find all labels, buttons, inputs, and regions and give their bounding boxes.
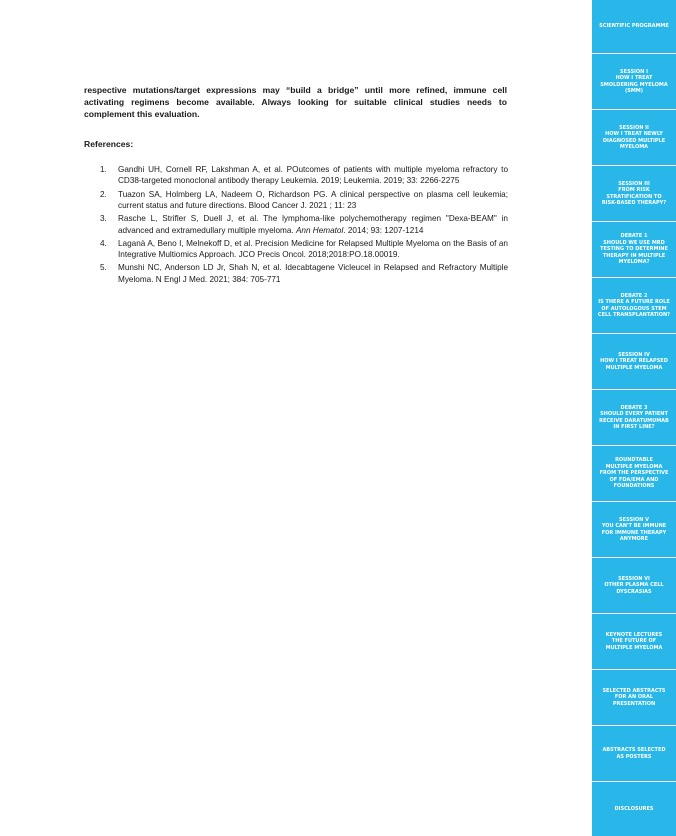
reference-text: Munshi NC, Anderson LD Jr, Shah N, et al. Idecabtagene Vicleucel in Relapsed and Refractory Multiple Myeloma. N Engl J Med. 2021; 384: 705-771 [118,263,508,284]
sidebar-item-session-2[interactable]: SESSION II HOW I TREAT NEWLY DIAGNOSED MULTIPLE MYELOMA [592,110,676,166]
references-list [100,164,508,287]
reference-item-4 [100,238,508,261]
reference-number: 5. [100,263,107,273]
sidebar-item-debate-2[interactable]: DEBATE 2 IS THERE A FUTURE ROLE OF AUTOLOGOUS STEM CELL TRANSPLANTATION? [592,278,676,334]
sidebar-item-selected-abstracts-oral[interactable]: SELECTED ABSTRACTS FOR AN ORAL PRESENTATION [592,670,676,726]
reference-text: Tuazon SA, Holmberg LA, Nadeem O, Richardson PG. A clinical perspective on plasma cell leukemia; current status and future directions. Blood Cancer J. 2021 ; 11: 23 [118,189,508,211]
sidebar-item-roundtable[interactable]: ROUNDTABLE MULTIPLE MYELOMA FROM THE PERSPECTIVE OF FDA/EMA AND FOUNDATIONS [592,446,676,502]
reference-text [118,213,508,236]
reference-item-5 [100,262,508,285]
sidebar-item-session-6[interactable]: SESSION VI OTHER PLASMA CELL DYSCRASIAS [592,558,676,614]
sidebar-item-session-5[interactable]: SESSION V YOU CAN'T BE IMMUNE FOR IMMUNE THERAPY ANYMORE [592,502,676,558]
reference-text-main: Rasche L, Strifler S, Duell J, et al. The lymphoma-like polychemotherapy regimen "Dexa-BEAM" in advanced and extramedullary multiple myeloma. [118,214,508,235]
sidebar-item-session-1[interactable]: SESSION I HOW I TREAT SMOLDERING MYELOMA (SMM) [592,54,676,110]
reference-item-2 [100,189,508,212]
reference-number: 1. [100,165,107,174]
sidebar-navigation [592,0,676,836]
reference-item-1 [100,164,508,187]
sidebar-item-disclosures[interactable]: DISCLOSURES [592,782,676,836]
reference-number: 4. [100,238,107,248]
sidebar-item-abstracts-posters[interactable]: ABSTRACTS SELECTED AS POSTERS [592,726,676,782]
sidebar-item-debate-3[interactable]: DEBATE 3 SHOULD EVERY PATIENT RECEIVE DARATUMUMAB IN FIRST LINE? [592,390,676,446]
sidebar-item-session-4[interactable]: SESSION IV HOW I TREAT RELAPSED MULTIPLE MYELOMA [592,334,676,390]
reference-number: 2. [100,189,107,199]
intro-paragraph: respective mutations/target expressions may “build a bridge” until more refined, immune cell activating regimens become available. Always looking for suitable clinical studies needs to complement this evaluation. [84,85,507,119]
reference-item-3 [100,213,508,236]
journal-title: Ann Hematol [295,225,344,235]
references-heading: References: [84,139,134,149]
sidebar-item-scientific-programme[interactable]: SCIENTIFIC PROGRAMME [592,0,676,54]
reference-number: 3. [100,214,107,224]
reference-text-tail: . 2014; 93: 1207-1214 [343,225,424,235]
reference-text: Laganà A, Beno I, Melnekoff D, et al. Precision Medicine for Relapsed Multiple Myeloma on the Basis of an Integrative Multiomics Approach. JCO Precis Oncol. 2018;2018:PO.18.00019. [118,238,508,260]
sidebar-item-session-3[interactable]: SESSION III FROM RISK STRATIFICATION TO RISK-BASED THERAPY? [592,166,676,222]
main-content [84,84,507,120]
sidebar-item-debate-1[interactable]: DEBATE 1 SHOULD WE USE MRD TESTING TO DETERMINE THERAPY IN MULTIPLE MYELOMA? [592,222,676,278]
reference-text: Gandhi UH, Cornell RF, Lakshman A, et al. POutcomes of patients with multiple myeloma refractory to CD38-targeted monoclonal antibody therapy Leukemia. 2019; Leukemia. 2019; 33: 2266-2275 [118,165,508,186]
sidebar-item-keynote-lectures[interactable]: KEYNOTE LECTURES THE FUTURE OF MULTIPLE MYELOMA [592,614,676,670]
